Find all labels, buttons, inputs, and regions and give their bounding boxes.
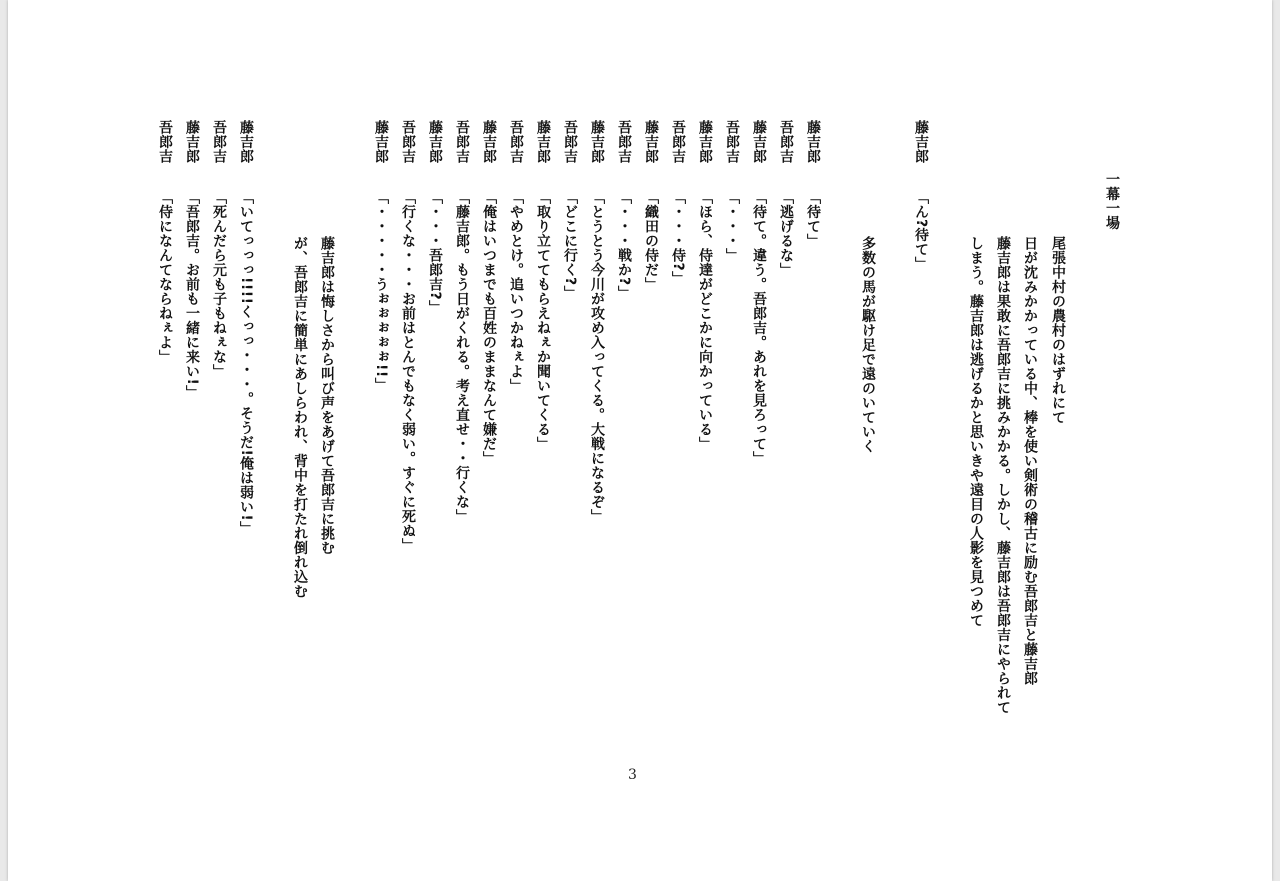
dialogue-line: 「行くな・・・お前はとんでもなく弱い。すぐに死ぬ」 <box>400 190 416 553</box>
speaker-name: 藤吉郎 <box>805 120 821 164</box>
dialogue-line: 「待て。違う。吾郎吉。あれを見ろって」 <box>751 190 767 466</box>
speaker-name: 藤吉郎 <box>184 120 200 164</box>
speaker-name: 吾郎吉 <box>157 120 173 164</box>
speaker-name: 吾郎吉 <box>454 120 470 164</box>
dialogue-line: 「死んだら元も子もねぇな」 <box>211 190 227 379</box>
speaker-name: 吾郎吉 <box>724 120 740 164</box>
speaker-name: 藤吉郎 <box>751 120 767 164</box>
dialogue-line: 「・・・侍?」 <box>670 190 686 286</box>
dialogue-line: 「とうとう今川が攻め入ってくる。大戦になるぞ」 <box>589 190 605 524</box>
speaker-name: 藤吉郎 <box>913 120 929 164</box>
dialogue-line: 「・・・吾郎吉?」 <box>427 190 443 315</box>
speaker-name: 藤吉郎 <box>535 120 551 164</box>
speaker-name: 吾郎吉 <box>778 120 794 164</box>
dialogue-line: 「・・・」 <box>724 190 740 263</box>
speaker-name: 藤吉郎 <box>697 120 713 164</box>
dialogue-line: 「待て」 <box>805 190 821 248</box>
dialogue-line: 「・・・・・うぉぉぉぉぉ!!」 <box>373 190 389 393</box>
stage-direction: 日が沈みかかっている中、棒を使い剣術の稽古に励む吾郎吉と藤吉郎 <box>1022 236 1038 686</box>
stage-direction: 多数の馬が駆け足で遠のいていく <box>860 236 876 454</box>
speaker-name: 吾郎吉 <box>211 120 227 164</box>
dialogue-line: 「ほら、侍達がどこかに向かっている」 <box>697 190 713 451</box>
dialogue-line: 「織田の侍だ」 <box>643 190 659 292</box>
script-page <box>8 0 1272 881</box>
dialogue-line: 「どこに行く?」 <box>562 190 578 301</box>
dialogue-line: 「取り立ててもらえねぇか聞いてくる」 <box>535 190 551 451</box>
dialogue-line: 「俺はいつまでも百姓のままなんて嫌だ」 <box>481 190 497 466</box>
stage-direction: が、吾郎吉に簡単にあしらわれ、背中を打たれ倒れ込む <box>292 236 308 599</box>
stage-direction: 藤吉郎は果敢に吾郎吉に挑みかかる。しかし、藤吉郎は吾郎吉にやられて <box>995 236 1011 715</box>
dialogue-line: 「やめとけ。追いつかねぇよ」 <box>508 190 524 393</box>
speaker-name: 吾郎吉 <box>508 120 524 164</box>
dialogue-line: 「吾郎吉。お前も一緒に来い!」 <box>184 190 200 400</box>
speaker-name: 藤吉郎 <box>589 120 605 164</box>
speaker-name: 吾郎吉 <box>616 120 632 164</box>
stage-direction: 尾張中村の農村のはずれにて <box>1050 236 1066 425</box>
scene-title: 一幕一場 <box>1104 172 1120 230</box>
dialogue-line: 「藤吉郎。もう日がくれる。考え直せ・・行くな」 <box>454 190 470 524</box>
stage-direction: 藤吉郎は悔しさから叫び声をあげて吾郎吉に挑む <box>319 236 335 555</box>
dialogue-line: 「いてっっっ!!!!くっっ・・・。そうだ!俺は弱い!」 <box>238 190 254 536</box>
dialogue-line: 「侍になんてならねぇよ」 <box>157 190 173 364</box>
dialogue-line: 「・・・戦か?」 <box>616 190 632 301</box>
dialogue-line: 「逃げるな」 <box>778 190 794 277</box>
speaker-name: 吾郎吉 <box>670 120 686 164</box>
speaker-name: 藤吉郎 <box>238 120 254 164</box>
speaker-name: 藤吉郎 <box>427 120 443 164</box>
speaker-name: 藤吉郎 <box>481 120 497 164</box>
dialogue-line: 「ん?待て」 <box>913 190 929 272</box>
speaker-name: 藤吉郎 <box>373 120 389 164</box>
stage-direction: しまう。藤吉郎は逃げるかと思いきや遠目の人影を見つめて <box>968 236 984 628</box>
speaker-name: 吾郎吉 <box>562 120 578 164</box>
speaker-name: 吾郎吉 <box>400 120 416 164</box>
speaker-name: 藤吉郎 <box>643 120 659 164</box>
page-number: 3 <box>628 767 637 783</box>
